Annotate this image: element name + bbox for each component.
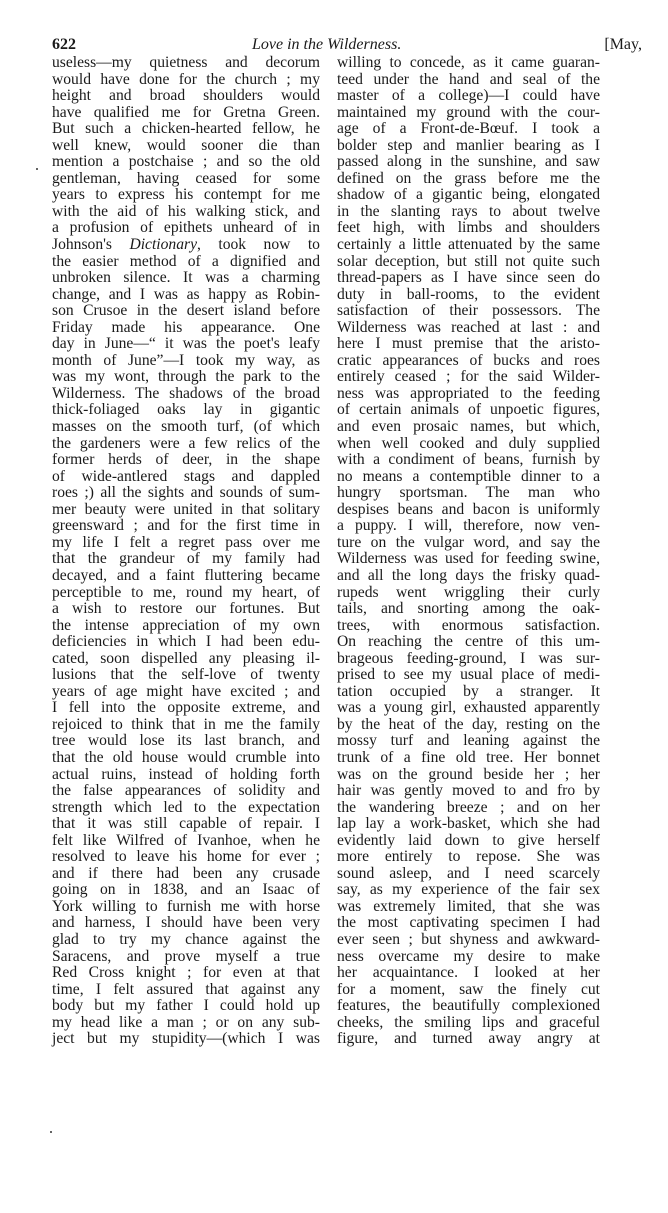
text-line: that the grandeur of my family had [52,550,320,568]
text-line: a profusion of epithets unheard of in [52,219,320,237]
text-line: gentleman, having ceased for some [52,169,320,187]
text-line: a wish to restore our fortunes. But [52,600,320,618]
text-line: well knew, would sooner die than [52,136,320,154]
text-line: lap lay a work-basket, which she had [337,815,600,833]
text-line: mossy turf and leaning against the [337,732,600,750]
text-line: Wilderness was reached at last : and [337,318,600,336]
text-line: greensward ; and for the first time in [52,517,320,535]
text-line: and if there had been any crusade [52,864,320,882]
text-line: ture on the vulgar word, and say the [337,533,600,551]
text-line: the wandering breeze ; and on her [337,798,600,816]
text-line: actual ruins, instead of holding forth [52,765,320,783]
text-line: thread-papers as I have since seen do [337,269,600,287]
text-line: trees, with enormous satisfaction. [337,616,600,634]
text-line: cratic appearances of bucks and roes [337,351,600,369]
text-line: defined on the grass before me the [337,169,600,187]
text-line: by the heat of the day, resting on the [337,715,600,733]
text-line: strength which led to the expectation [52,798,320,816]
running-title: Love in the Wilderness. [252,36,402,53]
text-line: Wilderness. The shadows of the broad [52,384,320,402]
text-line: useless—my quietness and decorum [52,54,320,71]
text-line: the gardeners were a few relics of the [52,434,320,452]
text-line: features, the beautifully complexioned [337,997,600,1015]
text-line: ness overcame my desire to make [337,947,600,965]
text-line: figure, and turned away angry at [337,1030,600,1048]
text-line: with a condiment of beans, furnish by [337,451,600,469]
text-line: Wilderness was used for feeding swine, [337,550,600,568]
text-line: that it was still capable of repair. I [52,815,320,833]
text-line: rejoiced to think that in me the family [52,715,320,733]
italic-title: Dictionary [129,236,198,254]
text-line: and even prosaic names, but which, [337,418,600,436]
text-line: brageous feeding-ground, I was sur- [337,649,600,667]
text-line: cated, soon dispelled any pleasing il- [52,649,320,667]
page-number: 622 [52,36,76,53]
text-line: the easier method of a dignified and [52,252,320,270]
text-line: time, I felt assured that against any [52,980,320,998]
text-line: body but my father I could hold up [52,997,320,1015]
text-line: for a moment, saw the finely cut [337,980,600,998]
text-line: York willing to furnish me with horse [52,897,320,915]
text-line: feet high, with limbs and shoulders [337,219,600,237]
text-line: Friday made his appearance. One [52,318,320,336]
text-line: change, and I was as happy as Robin- [52,285,320,303]
text-line: hair was gently moved to and fro by [337,782,600,800]
text-line: Red Cross knight ; for even at that [52,964,320,982]
text-line: of wide-antlered stags and dappled [52,467,320,485]
text-line: and harness, I should have been very [52,914,320,932]
scan-speck [50,1131,52,1133]
text-line: was extremely limited, that she was [337,897,600,915]
text-line: a puppy. I will, therefore, now ven- [337,517,600,535]
text-line: would have done for the church ; my [52,70,320,88]
text-line: roes ;) all the sights and sounds of sum- [52,484,320,502]
text-line: willing to concede, as it came guaran- [337,54,600,71]
text-line: ject but my stupidity—(which I was [52,1030,320,1048]
text-line: perceptible to me, round my heart, of [52,583,320,601]
right-text-column [337,55,600,1048]
text-line: solar deception, but still not quite such [337,252,600,270]
text-line: and all the long days the frisky quad- [337,566,600,584]
text-line: tation occupied by a stranger. It [337,682,600,700]
text-line: mention a postchaise ; and so the old [52,153,320,171]
text-line: was on the ground beside her ; her [337,765,600,783]
text-line: passed along in the sunshine, and saw [337,153,600,171]
text-line: the intense appreciation of my own [52,616,320,634]
text-line: I fell into the opposite extreme, and [52,699,320,717]
text-line: Saracens, and prove myself a true [52,947,320,965]
text-line: rupeds went wriggling their curly [337,583,600,601]
text-line: shadow of a gigantic being, elongated [337,186,600,204]
text-line: of certain animals of unpoetic figures, [337,401,600,419]
text-line: hungry sportsman. The man who [337,484,600,502]
text-line: was my wont, through the park to the [52,368,320,386]
text-line: cheeks, the smiling lips and graceful [337,1013,600,1031]
text-line: age of a Front-de-Bœuf. I took a [337,120,600,138]
text-line: that the old house would crumble into [52,748,320,766]
text-line: Johnson's Dictionary, took now to [52,236,320,254]
text-line: thick-foliaged oaks lay in gigantic [52,401,320,419]
text-line: teed under the hand and seal of the [337,70,600,88]
text-line: her acquaintance. I looked at her [337,964,600,982]
text-line: trunk of a fine old tree. Her bonnet [337,748,600,766]
text-line: satisfaction of their possessors. The [337,302,600,320]
text-line: unbroken silence. It was a charming [52,269,320,287]
text-line: ever seen ; but shyness and awkward- [337,930,600,948]
text-line: despises beans and bacon is uniformly [337,500,600,518]
text-line: former herds of deer, in the shape [52,451,320,469]
text-line: lusions that the self-love of twenty [52,666,320,684]
text-line: when well cooked and duly supplied [337,434,600,452]
text-line: ness was appropriated to the feeding [337,384,600,402]
text-line: decayed, and a faint fluttering became [52,566,320,584]
text-line: bolder step and manlier bearing as I [337,136,600,154]
text-line: say, as my experience of the fair sex [337,881,600,899]
issue-month: [May, [604,36,642,53]
text-line: was a young girl, exhausted apparently [337,699,600,717]
text-line: in the slanting rays to about twelve [337,202,600,220]
text-line: entirely ceased ; for the said Wilder- [337,368,600,386]
text-line: evidently laid down to give herself [337,831,600,849]
left-text-column [52,55,320,1048]
text-line: with the aid of his walking stick, and [52,202,320,220]
text-line: glad to try my chance against the [52,930,320,948]
text-line: years of age might have excited ; and [52,682,320,700]
text-line: years to express his contempt for me [52,186,320,204]
text-line: But such a chicken-hearted fellow, he [52,120,320,138]
text-line: my head like a man ; or on any sub- [52,1013,320,1031]
text-line: deficiencies in which I had been edu- [52,633,320,651]
text-line: the false appearances of solidity and [52,782,320,800]
text-line: no means a contemptible dinner to a [337,467,600,485]
text-line: prised to see my usual place of medi- [337,666,600,684]
text-line: have qualified me for Gretna Green. [52,103,320,121]
text-line: master of a college)—I could have [337,87,600,105]
text-line: resolved to leave his home for ever ; [52,848,320,866]
text-line: son Crusoe in the desert island before [52,302,320,320]
text-line: the most captivating specimen I had [337,914,600,932]
text-line: month of June”—I took my way, as [52,351,320,369]
text-line: tails, and snorting among the oak- [337,600,600,618]
text-line: tree would lose its last branch, and [52,732,320,750]
text-line: certainly a little attenuated by the same [337,236,600,254]
scan-speck [36,168,38,170]
text-line: felt like Wilfred of Ivanhoe, when he [52,831,320,849]
text-line: duty in ball-rooms, to the evident [337,285,600,303]
text-line: my life I felt a regret pass over me [52,533,320,551]
text-line: more entirely to repose. She was [337,848,600,866]
text-line: masses on the smooth turf, (of which [52,418,320,436]
text-line: sound asleep, and I need scarcely [337,864,600,882]
text-line: here I must premise that the aristo- [337,335,600,353]
text-line: On reaching the centre of this um- [337,633,600,651]
text-line: going on in 1838, and an Isaac of [52,881,320,899]
text-line: height and broad shoulders would [52,87,320,105]
text-line: mer beauty were united in that solitary [52,500,320,518]
page-header [52,36,642,56]
text-line: maintained my ground with the cour- [337,103,600,121]
text-line: day in June—“ it was the poet's leafy [52,335,320,353]
